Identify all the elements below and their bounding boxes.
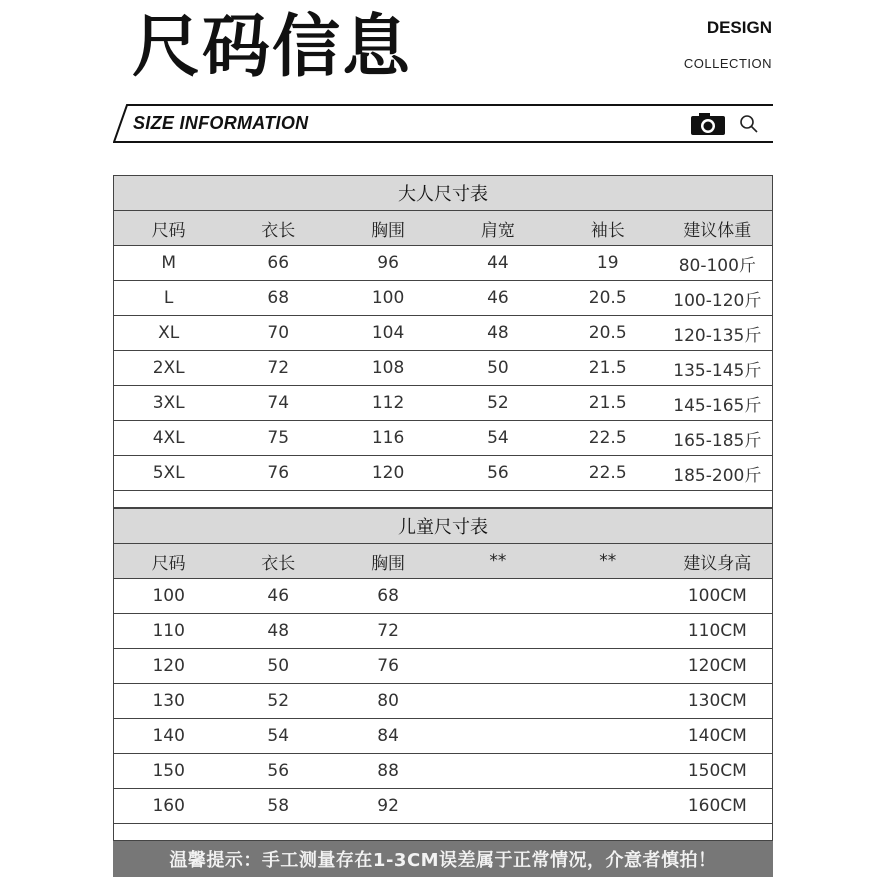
table-cell: 54 [223,719,333,754]
table-row [114,246,773,281]
camera-icon [690,112,726,136]
table-cell [553,789,663,824]
table-spacer [114,491,773,508]
table-cell: 56 [223,754,333,789]
column-header: 袖长 [553,211,663,246]
table-row [114,316,773,351]
column-header: 尺码 [114,544,224,579]
table-cell: 104 [333,316,443,351]
table-cell [443,649,553,684]
table-cell [553,579,663,614]
table-cell: 74 [223,386,333,421]
table-cell [553,684,663,719]
table-cell [443,684,553,719]
table-cell: 140CM [663,719,773,754]
kids-header-row [114,544,773,579]
adult-size-table [113,175,773,508]
table-cell: 80-100斤 [663,246,773,281]
table-row [114,386,773,421]
table-cell: 112 [333,386,443,421]
table-cell: 21.5 [553,386,663,421]
table-cell: 88 [333,754,443,789]
banner-title: SIZE INFORMATION [133,113,309,133]
table-row [114,789,773,824]
column-header: 胸围 [333,211,443,246]
search-icon[interactable] [739,114,759,134]
table-cell: 4XL [114,421,224,456]
column-header: 衣长 [223,211,333,246]
table-cell [553,614,663,649]
column-header: 建议体重 [663,211,773,246]
table-cell: 120 [114,649,224,684]
table-row [114,754,773,789]
table-row [114,579,773,614]
table-cell [443,754,553,789]
table-cell: 150 [114,754,224,789]
table-cell: 76 [333,649,443,684]
table-cell: 110CM [663,614,773,649]
kids-table-caption: 儿童尺寸表 [114,509,773,544]
table-cell: 140 [114,719,224,754]
table-cell: 76 [223,456,333,491]
column-header: 肩宽 [443,211,553,246]
table-cell [443,789,553,824]
table-cell [553,719,663,754]
table-cell: 70 [223,316,333,351]
table-cell: 150CM [663,754,773,789]
table-cell: 100CM [663,579,773,614]
table-row [114,719,773,754]
table-row [114,351,773,386]
table-cell: 68 [333,579,443,614]
table-cell: 130CM [663,684,773,719]
table-cell [553,649,663,684]
table-row [114,456,773,491]
table-cell: 19 [553,246,663,281]
table-cell [443,579,553,614]
table-cell: 100 [114,579,224,614]
table-cell: 130 [114,684,224,719]
page-title: 尺码信息 [132,8,413,87]
table-cell: 75 [223,421,333,456]
table-cell: 145-165斤 [663,386,773,421]
table-cell: 68 [223,281,333,316]
table-cell: 20.5 [553,281,663,316]
table-cell: 22.5 [553,421,663,456]
table-cell: 44 [443,246,553,281]
table-cell: 72 [223,351,333,386]
table-cell [553,754,663,789]
table-cell: 52 [443,386,553,421]
table-cell: 48 [443,316,553,351]
table-cell: 46 [443,281,553,316]
table-cell: 135-145斤 [663,351,773,386]
table-row [114,421,773,456]
table-cell: XL [114,316,224,351]
column-header: 建议身高 [663,544,773,579]
column-header: 胸围 [333,544,443,579]
table-cell: 21.5 [553,351,663,386]
table-cell: 120-135斤 [663,316,773,351]
table-cell: 120 [333,456,443,491]
table-cell: 3XL [114,386,224,421]
table-cell: 50 [223,649,333,684]
table-cell: 5XL [114,456,224,491]
table-cell: 48 [223,614,333,649]
table-cell: 96 [333,246,443,281]
table-cell: 120CM [663,649,773,684]
table-cell: 54 [443,421,553,456]
brand-collection-label: COLLECTION [683,56,772,71]
table-cell: 92 [333,789,443,824]
table-cell: L [114,281,224,316]
table-cell: 108 [333,351,443,386]
column-header: 衣长 [223,544,333,579]
adult-header-row [114,211,773,246]
table-cell: 58 [223,789,333,824]
table-row [114,614,773,649]
table-cell: 46 [223,579,333,614]
column-header: ** [553,544,663,579]
kids-size-table [113,508,773,841]
column-header: ** [443,544,553,579]
table-cell: 116 [333,421,443,456]
table-cell: 66 [223,246,333,281]
table-cell: 2XL [114,351,224,386]
adult-table-caption: 大人尺寸表 [114,176,773,211]
table-cell: 100 [333,281,443,316]
table-cell: 165-185斤 [663,421,773,456]
table-cell: 84 [333,719,443,754]
table-row [114,281,773,316]
table-cell: 52 [223,684,333,719]
table-cell: 80 [333,684,443,719]
table-cell: 22.5 [553,456,663,491]
brand-design-label: DESIGN [706,18,772,37]
table-row [114,649,773,684]
table-cell: 160CM [663,789,773,824]
measurement-tip: 温馨提示：手工测量存在1-3CM误差属于正常情况，介意者慎拍！ [113,841,773,877]
table-cell: 50 [443,351,553,386]
table-cell: 160 [114,789,224,824]
size-information-banner [113,104,773,143]
table-cell: M [114,246,224,281]
table-cell: 72 [333,614,443,649]
table-cell: 56 [443,456,553,491]
table-cell: 185-200斤 [663,456,773,491]
table-cell [443,614,553,649]
column-header: 尺码 [114,211,224,246]
table-cell: 100-120斤 [663,281,773,316]
table-cell [443,719,553,754]
table-row [114,684,773,719]
table-cell: 20.5 [553,316,663,351]
table-cell: 110 [114,614,224,649]
table-spacer [114,824,773,841]
